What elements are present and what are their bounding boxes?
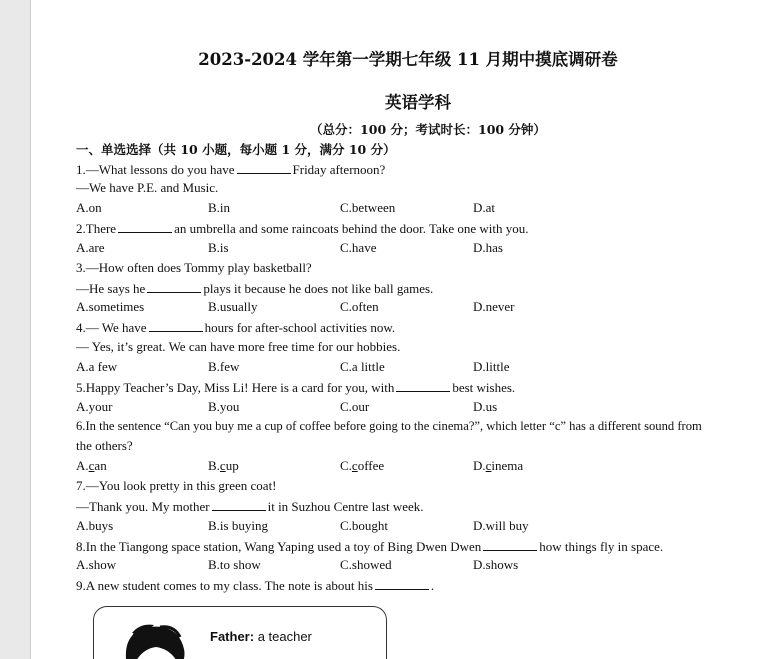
- answer-blank: [147, 280, 201, 293]
- question-3-stem: [76, 280, 433, 297]
- question-text: it in Suzhou Centre last week.: [267, 499, 424, 514]
- option-d: D.will buy: [473, 518, 529, 533]
- question-7-prompt: 7.—You look pretty in this green coat!: [76, 478, 277, 493]
- option-c: C.our: [340, 399, 370, 414]
- option-rest: offee: [357, 458, 385, 473]
- option-d: [473, 458, 523, 474]
- option-d: D.little: [473, 359, 510, 374]
- question-3-prompt: 3.—How often does Tommy play basketball?: [76, 260, 312, 275]
- option-prefix: D.: [473, 458, 486, 473]
- question-text: plays it because he does not like ball games.: [203, 281, 434, 296]
- option-d: D.shows: [473, 557, 519, 572]
- option-rest: up: [225, 458, 239, 473]
- underlined-letter: c: [219, 458, 226, 473]
- option-b: B.you: [208, 399, 240, 414]
- option-b: [208, 458, 239, 474]
- section-heading: 一、单选选择（共 10 小题，每小题 1 分，满分 10 分）: [76, 142, 396, 157]
- question-text: 1.—What lessons do you have: [76, 162, 235, 177]
- question-text: 9.A new student comes to my class. The note is about his: [76, 578, 373, 593]
- question-text: how things fly in space.: [539, 539, 664, 554]
- underlined-letter: c: [485, 458, 492, 473]
- option-b: B.to show: [208, 557, 261, 572]
- question-text: hours for after-school activities now.: [204, 320, 396, 335]
- question-4-stem: [76, 319, 395, 336]
- option-c: C.between: [340, 200, 396, 215]
- answer-blank: [149, 319, 203, 332]
- option-d: D.us: [473, 399, 498, 414]
- option-c: C.have: [340, 240, 377, 255]
- underlined-letter: c: [351, 458, 358, 473]
- option-b: B.few: [208, 359, 240, 374]
- option-a: A.buys: [76, 518, 114, 533]
- option-a: A.are: [76, 240, 105, 255]
- note-label: Father:: [210, 629, 255, 644]
- question-9-stem: [76, 577, 434, 594]
- option-a: A.on: [76, 200, 102, 215]
- note-card: [93, 606, 387, 659]
- question-6-stem: 6.In the sentence “Can you buy me a cup of coffee before going to the cinema?”, which letter “c” has a different sound from: [76, 419, 702, 433]
- option-rest: inema: [491, 458, 524, 473]
- exam-page: [30, 0, 784, 659]
- option-a: A.your: [76, 399, 113, 414]
- student-avatar-icon: [120, 619, 190, 659]
- question-text: best wishes.: [452, 380, 516, 395]
- option-rest: an: [94, 458, 107, 473]
- option-b: B.usually: [208, 299, 258, 314]
- option-d: D.at: [473, 200, 496, 215]
- option-b: B.is: [208, 240, 229, 255]
- question-1-response: —We have P.E. and Music.: [76, 180, 219, 195]
- question-text: —Thank you. My mother: [76, 499, 210, 514]
- answer-blank: [396, 379, 450, 392]
- question-text: an umbrella and some raincoats behind the door. Take one with you.: [174, 221, 529, 236]
- question-1-stem: [76, 161, 385, 178]
- underlined-letter: c: [88, 458, 95, 473]
- option-c: [340, 458, 384, 474]
- exam-title: 2023-2024 学年第一学期七年级 11 月期中摸底调研卷: [198, 50, 618, 69]
- option-b: B.in: [208, 200, 231, 215]
- option-c: C.showed: [340, 557, 392, 572]
- question-text: 2.There: [76, 221, 117, 236]
- answer-blank: [483, 538, 537, 551]
- question-8-stem: [76, 538, 663, 555]
- option-c: C.a little: [340, 359, 385, 374]
- option-a: A.a few: [76, 359, 118, 374]
- note-line: [210, 629, 312, 644]
- option-a: [76, 458, 107, 474]
- note-value: a teacher: [257, 629, 312, 644]
- exam-subject: 英语学科: [385, 93, 451, 112]
- option-a: A.sometimes: [76, 299, 145, 314]
- question-text: —He says he: [76, 281, 146, 296]
- option-c: C.often: [340, 299, 379, 314]
- answer-blank: [212, 498, 266, 511]
- question-4-response: — Yes, it’s great. We can have more free time for our hobbies.: [76, 339, 401, 354]
- answer-blank: [375, 577, 429, 590]
- option-c: C.bought: [340, 518, 389, 533]
- option-d: D.never: [473, 299, 515, 314]
- option-prefix: C.: [340, 458, 352, 473]
- question-6-stem-cont: the others?: [76, 438, 133, 453]
- question-2-stem: [76, 220, 529, 237]
- question-7-stem: [76, 498, 424, 515]
- option-prefix: A.: [76, 458, 89, 473]
- answer-blank: [237, 161, 291, 174]
- question-text: 5.Happy Teacher’s Day, Miss Li! Here is a card for you, with: [76, 380, 395, 395]
- option-a: A.show: [76, 557, 117, 572]
- option-b: B.is buying: [208, 518, 268, 533]
- question-text: Friday afternoon?: [292, 162, 386, 177]
- option-prefix: B.: [208, 458, 220, 473]
- option-d: D.has: [473, 240, 503, 255]
- answer-blank: [118, 220, 172, 233]
- question-text: .: [430, 578, 435, 593]
- question-text: 4.— We have: [76, 320, 147, 335]
- question-5-stem: [76, 379, 515, 396]
- exam-meta: （总分：100 分；考试时长：100 分钟）: [310, 122, 546, 137]
- question-text: 8.In the Tiangong space station, Wang Yaping used a toy of Bing Dwen Dwen: [76, 539, 482, 554]
